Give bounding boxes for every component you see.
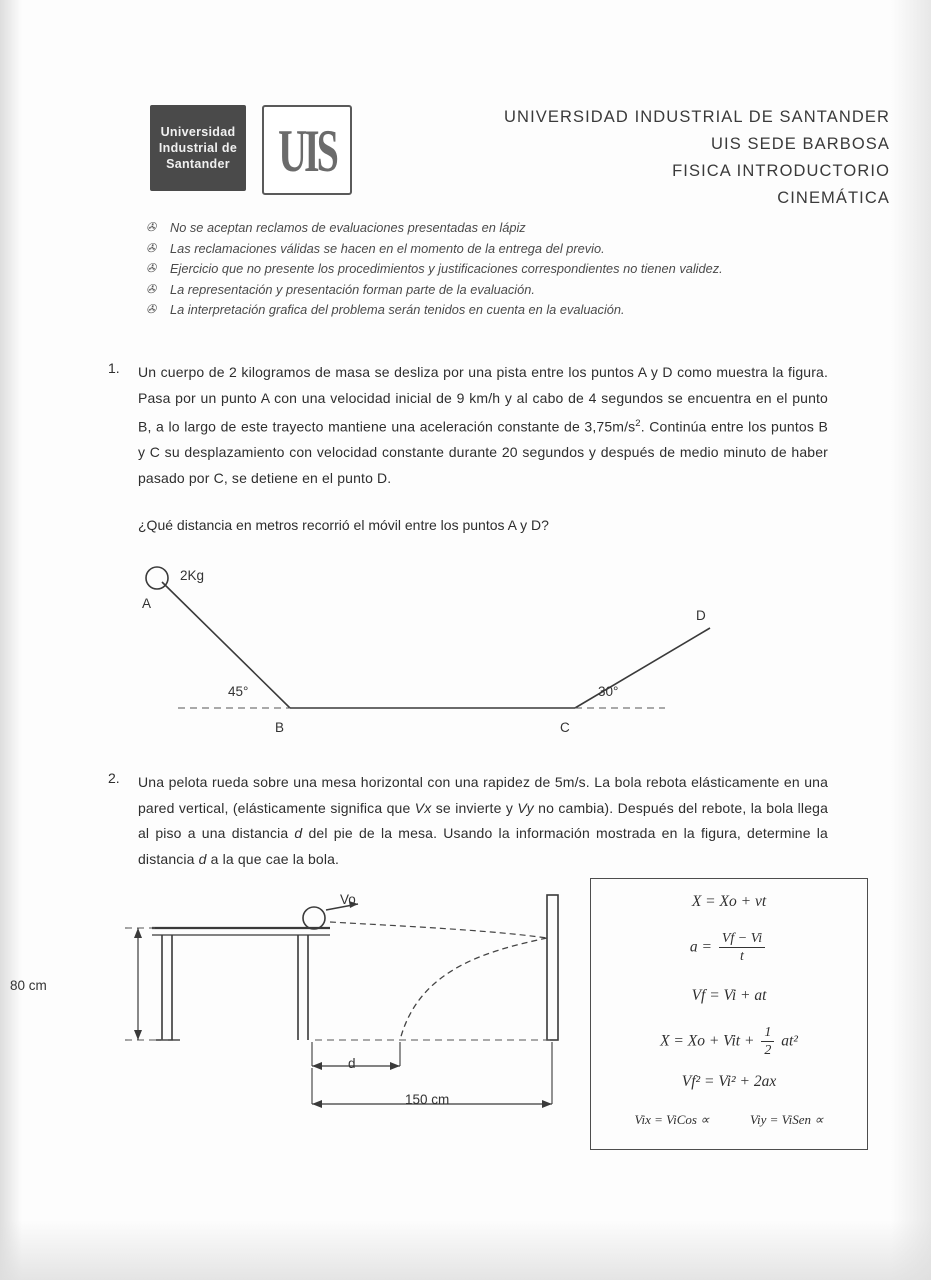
problem-1-text-part-1: Un cuerpo de 2 kilogramos de masa se desliza por una pista entre los puntos A y D como muestra la figura. Pasa por un punto A con una velocidad inicial de 9 km/h y al cabo de 4 segundos se encuentra en el punto B, a lo largo de este trayecto mantiene una aceleración constante de 3,75m/s	[138, 364, 828, 435]
problem-2-text-part-2: se invierte y	[431, 799, 518, 816]
formula-6	[591, 1113, 867, 1127]
problem-2	[108, 770, 828, 872]
figure-2-height-label: 80 cm	[10, 978, 47, 993]
figure-2-d-label: d	[348, 1056, 356, 1071]
problem-2-text	[138, 770, 828, 872]
formula-2-numerator: Vf − Vi	[719, 931, 765, 948]
formula-3: Vf = Vi + at	[691, 987, 767, 1004]
figure-1-point-b: B	[275, 720, 285, 735]
flower-bullet-icon: ✇	[146, 220, 157, 234]
figure-1-point-d: D	[696, 608, 706, 623]
problem-2-vy: Vy	[517, 799, 534, 816]
figure-1-mass-label: 2Kg	[180, 568, 205, 583]
title-line-4: CINEMÁTICA	[777, 189, 890, 207]
formula-2	[591, 931, 867, 965]
flower-bullet-icon: ✇	[146, 240, 157, 255]
problem-2-d1: d	[294, 825, 303, 841]
formula-4-fraction	[761, 1025, 774, 1059]
rule-text: La representación y presentación forman parte de la evaluación.	[170, 281, 535, 297]
formula-5: Vf² = Vi² + 2ax	[681, 1073, 777, 1090]
formula-2-denominator: t	[740, 949, 744, 965]
formula-6-right: Viy = ViSen ∝	[749, 1112, 824, 1127]
problem-1	[108, 360, 828, 537]
document-header	[150, 100, 890, 210]
figure-1-angle-right: 30°	[598, 684, 619, 699]
figure-2-svg	[100, 880, 580, 1140]
problem-1-exponent: 2	[635, 418, 641, 429]
logo-line-2: Industrial de	[158, 141, 238, 155]
list-item	[140, 300, 840, 320]
rule-text: No se aceptan reclamos de evaluaciones presentadas en lápiz	[170, 220, 526, 235]
problem-1-number: 1.	[108, 360, 120, 376]
uis-seal-icon	[262, 105, 352, 195]
title-line-2: UIS SEDE BARBOSA	[711, 135, 890, 153]
problem-2-text-part-4: del pie de la mesa. Usando la información mostrada en la figura, determine la distancia	[138, 825, 828, 867]
formula-4-rhs: at²	[781, 1032, 798, 1050]
problem-1-text-part-2: . Continúa entre los puntos B y C su desplazamiento con velocidad constante durante 20 segundos y después de medio minuto de haber pasado por C, se detiene en el punto D.	[138, 418, 828, 486]
problem-2-text-part-3: no cambia). Después del rebote, la bola llega al piso a una distancia	[138, 799, 828, 841]
figure-1-svg	[120, 560, 760, 760]
formula-4-lhs: X = Xo + Vit +	[660, 1032, 755, 1050]
university-logo	[150, 105, 246, 191]
formula-2-lhs: a =	[689, 938, 712, 956]
figure-2-v0-label: Vo	[340, 892, 356, 907]
figure-1-point-c: C	[560, 720, 570, 735]
figure-table-projectile	[10, 880, 580, 1140]
scan-edge-right	[891, 0, 931, 1280]
formula-4	[591, 1025, 867, 1059]
logo-line-3: Santander	[166, 157, 230, 171]
formula-4-denominator: 2	[764, 1043, 772, 1059]
title-line-3: FISICA INTRODUCTORIO	[672, 162, 890, 180]
rule-text: La interpretación grafica del problema serán tenidos en cuenta en la evaluación.	[170, 302, 625, 317]
exam-rules-list	[140, 218, 840, 321]
rule-text: Ejercicio que no presente los procedimientos y justificaciones correspondientes no tienen validez.	[170, 261, 723, 276]
formula-4-numerator: 1	[761, 1025, 774, 1042]
problem-2-vx: Vx	[414, 799, 432, 816]
list-item	[140, 239, 840, 259]
page-title	[504, 104, 890, 212]
formula-2-fraction	[719, 931, 765, 965]
problem-2-d2: d	[198, 850, 207, 867]
title-line-1: UNIVERSIDAD INDUSTRIAL DE SANTANDER	[504, 108, 890, 126]
scan-edge-left	[0, 0, 22, 1280]
problem-2-text-part-1: Una pelota rueda sobre una mesa horizontal con una rapidez de 5m/s. La bola rebota elásticamente en una pared vertical, (elásticamente significa que	[138, 774, 828, 816]
problem-2-number: 2.	[108, 770, 120, 786]
problem-2-text-part-5: a la que cae la bola.	[206, 850, 340, 867]
scan-edge-bottom	[0, 1220, 931, 1280]
rule-text: Las reclamaciones válidas se hacen en el momento de la entrega del previo.	[170, 240, 605, 256]
list-item	[140, 259, 840, 279]
formula-6-left: Vix = ViCos ∝	[634, 1112, 710, 1127]
figure-1-angle-left: 45°	[228, 684, 249, 699]
figure-2-width-label: 150 cm	[405, 1092, 450, 1107]
list-item	[140, 218, 840, 238]
flower-bullet-icon: ✇	[146, 302, 157, 316]
problem-1-question: ¿Qué distancia en metros recorrió el móvil entre los puntos A y D?	[138, 517, 549, 534]
logo-line-1: Universidad	[160, 125, 236, 139]
formula-1: X = Xo + vt	[691, 893, 767, 910]
uis-seal-text: UIS	[278, 116, 336, 184]
formula-box	[590, 878, 868, 1150]
flower-bullet-icon: ✇	[146, 281, 157, 296]
figure-incline-track	[120, 560, 760, 760]
problem-1-text	[138, 360, 828, 491]
flower-bullet-icon: ✇	[146, 261, 157, 275]
figure-1-point-a: A	[142, 596, 152, 611]
list-item	[140, 280, 840, 300]
